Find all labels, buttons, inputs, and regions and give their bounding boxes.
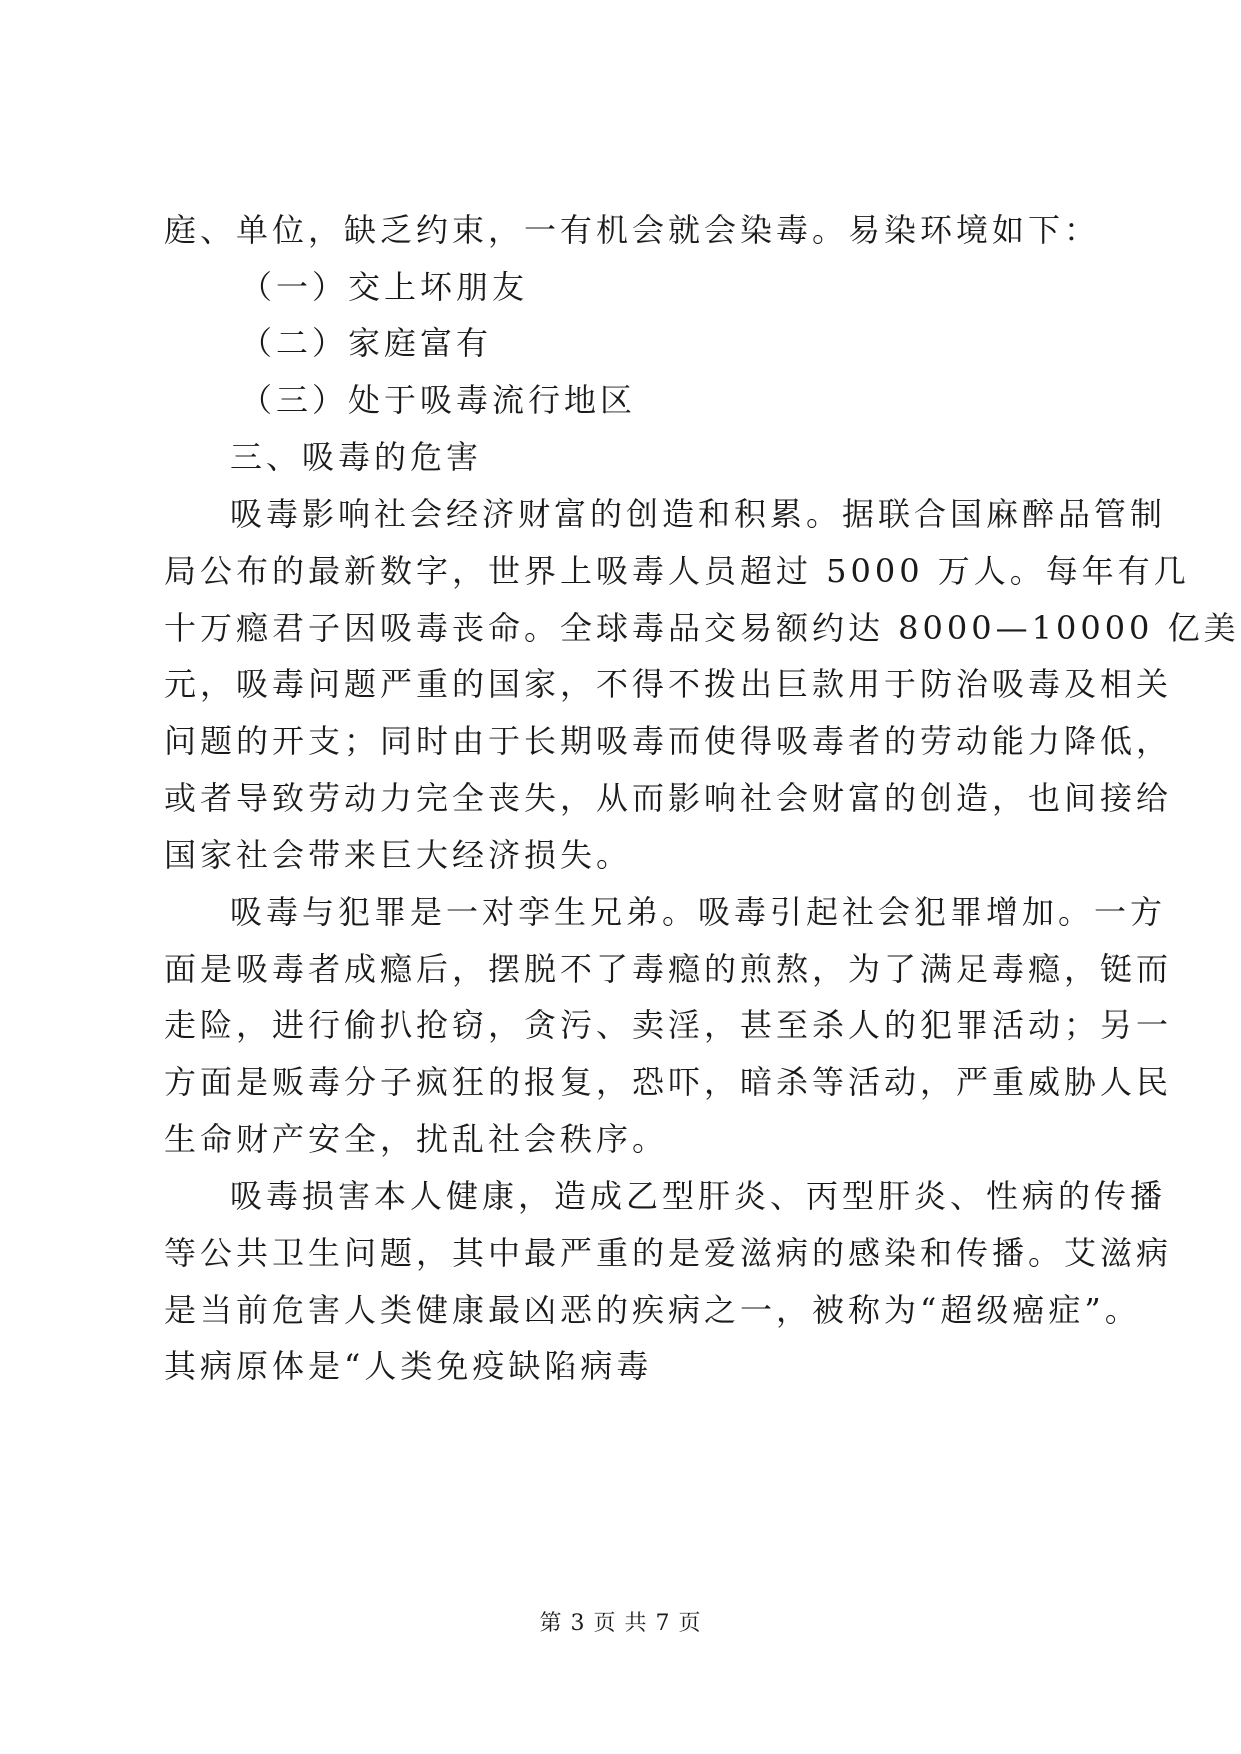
text-line: 走险，进行偷扒抢窃，贪污、卖淫，甚至杀人的犯罪活动；另一 — [164, 1006, 1173, 1044]
text-line: 其病原体是“人类免疫缺陷病毒 — [164, 1347, 653, 1385]
text-line: 元，吸毒问题严重的国家，不得不拨出巨款用于防治吸毒及相关 — [164, 665, 1173, 703]
text-line: 吸毒影响社会经济财富的创造和积累。据联合国麻醉品管制 — [230, 495, 1167, 533]
text-line: 或者导致劳动力完全丧失，从而影响社会财富的创造，也间接给 — [164, 779, 1173, 817]
list-item: （一）交上坏朋友 — [240, 268, 529, 306]
text-line: 面是吸毒者成瘾后，摆脱不了毒瘾的煎熬，为了满足毒瘾，铤而 — [164, 950, 1173, 988]
text-line: 吸毒损害本人健康，造成乙型肝炎、丙型肝炎、性病的传播 — [230, 1177, 1167, 1215]
text-line: 局公布的最新数字，世界上吸毒人员超过 5000 万人。每年有几 — [164, 552, 1190, 590]
text-line: 十万瘾君子因吸毒丧命。全球毒品交易额约达 8000—10000 亿美 — [164, 609, 1240, 647]
text-line: 方面是贩毒分子疯狂的报复，恐吓，暗杀等活动，严重威胁人民 — [164, 1063, 1173, 1101]
text-line: 国家社会带来巨大经济损失。 — [164, 836, 633, 874]
text-line: 庭、单位，缺乏约束，一有机会就会染毒。易染环境如下： — [164, 211, 1101, 249]
list-item: （三）处于吸毒流行地区 — [240, 381, 637, 419]
text-line: 等公共卫生问题，其中最严重的是爱滋病的感染和传播。艾滋病 — [164, 1234, 1173, 1272]
page-footer: 第 3 页 共 7 页 — [539, 1611, 702, 1636]
list-item: （二）家庭富有 — [240, 324, 493, 362]
text-line: 吸毒与犯罪是一对孪生兄弟。吸毒引起社会犯罪增加。一方 — [230, 893, 1167, 931]
section-heading: 三、吸毒的危害 — [230, 438, 483, 476]
text-line: 是当前危害人类健康最凶恶的疾病之一，被称为“超级癌症”。 — [164, 1291, 1141, 1329]
text-line: 生命财产安全，扰乱社会秩序。 — [164, 1120, 669, 1158]
text-line: 问题的开支；同时由于长期吸毒而使得吸毒者的劳动能力降低， — [164, 722, 1173, 760]
